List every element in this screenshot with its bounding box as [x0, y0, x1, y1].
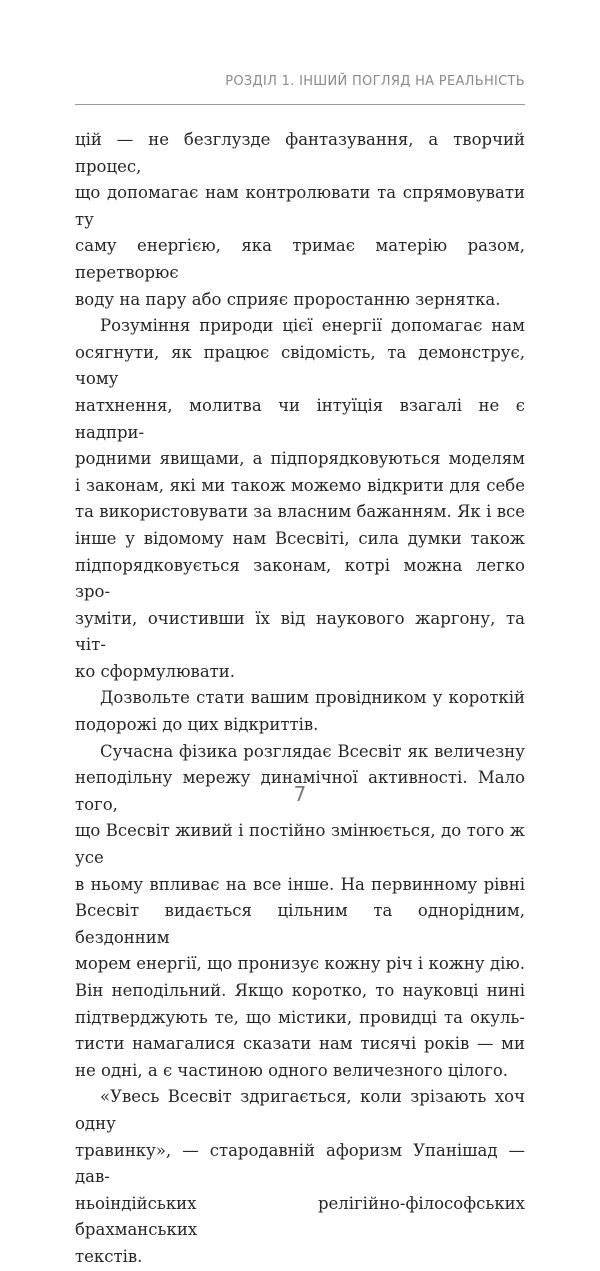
text-line: натхнення, молитва чи інтуїція взагалі не є надпри-: [75, 395, 525, 442]
text-line: Він неподільний. Якщо коротко, то науковці нині: [75, 981, 525, 1000]
text-line: неподільну мережу динамічної активності. Мало того,: [75, 768, 525, 814]
text-line: цій — не безглузде фантазування, а творчий процес,: [75, 130, 525, 176]
header-rule: [75, 104, 525, 105]
text-line: ньоіндійських релігійно-філософських брахманських: [75, 1193, 525, 1240]
text-line: морем енергії, що пронизує кожну річ і кожну дію.: [75, 954, 525, 974]
text-line: тисти намагалися сказати нам тисячі років — ми: [75, 1034, 525, 1054]
text-line: в ньому впливає на все інше. На первинному рівні: [75, 874, 525, 894]
paragraph-3: [75, 685, 525, 738]
text-line: травинку», — стародавній афоризм Упанішад — дав-: [75, 1140, 525, 1187]
running-header: РОЗДІЛ 1. ІНШИЙ ПОГЛЯД НА РЕАЛЬНІСТЬ: [225, 74, 525, 89]
page-number: 7: [293, 782, 307, 806]
text-line: що Всесвіт живий і постійно змінюється, до того ж усе: [75, 821, 525, 868]
paragraph-1: [75, 127, 525, 313]
text-line: осягнути, як працює свідомість, та демонструє, чому: [75, 342, 525, 389]
text-line: ко сформулювати.: [75, 661, 236, 681]
text-line: і законам, які ми також можемо відкрити для себе: [75, 475, 525, 495]
text-line: зуміти, очистивши їх від наукового жаргону, та чіт-: [75, 608, 525, 655]
paragraph-2: [75, 313, 525, 685]
text-line: Дозвольте стати вашим провідником у короткій: [100, 688, 525, 708]
text-line: подорожі до цих відкриттів.: [75, 715, 319, 735]
text-line: інше у відомому нам Всесвіті, сила думки також: [75, 528, 525, 548]
paragraph-5: [75, 1084, 525, 1270]
text-line: підтверджують те, що містики, провидці та окуль-: [75, 1007, 525, 1027]
text-line: текстів.: [75, 1246, 143, 1266]
text-line: не одні, а є частиною одного величезного цілого.: [75, 1060, 509, 1080]
text-line: Сучасна фізика розглядає Всесвіт як величезну: [100, 741, 525, 761]
text-line: «Увесь Всесвіт здригається, коли зрізають хоч одну: [75, 1087, 525, 1133]
text-line: та використовувати за власним бажанням. Як і все: [75, 502, 525, 522]
text-line: воду на пару або сприяє проростанню зернятка.: [75, 289, 501, 309]
text-line: підпорядковується законам, котрі можна легко зро-: [75, 555, 525, 602]
text-line: Всесвіт видається цільним та однорідним, бездонним: [75, 901, 525, 947]
body-text: [75, 127, 525, 1271]
text-line: що допомагає нам контролювати та спрямовувати ту: [75, 183, 525, 229]
text-line: родними явищами, а підпорядковуються моделям: [75, 449, 525, 469]
text-line: саму енергією, яка тримає матерію разом, перетворює: [75, 236, 525, 282]
text-line: Розуміння природи цієї енергії допомагає нам: [100, 316, 525, 336]
